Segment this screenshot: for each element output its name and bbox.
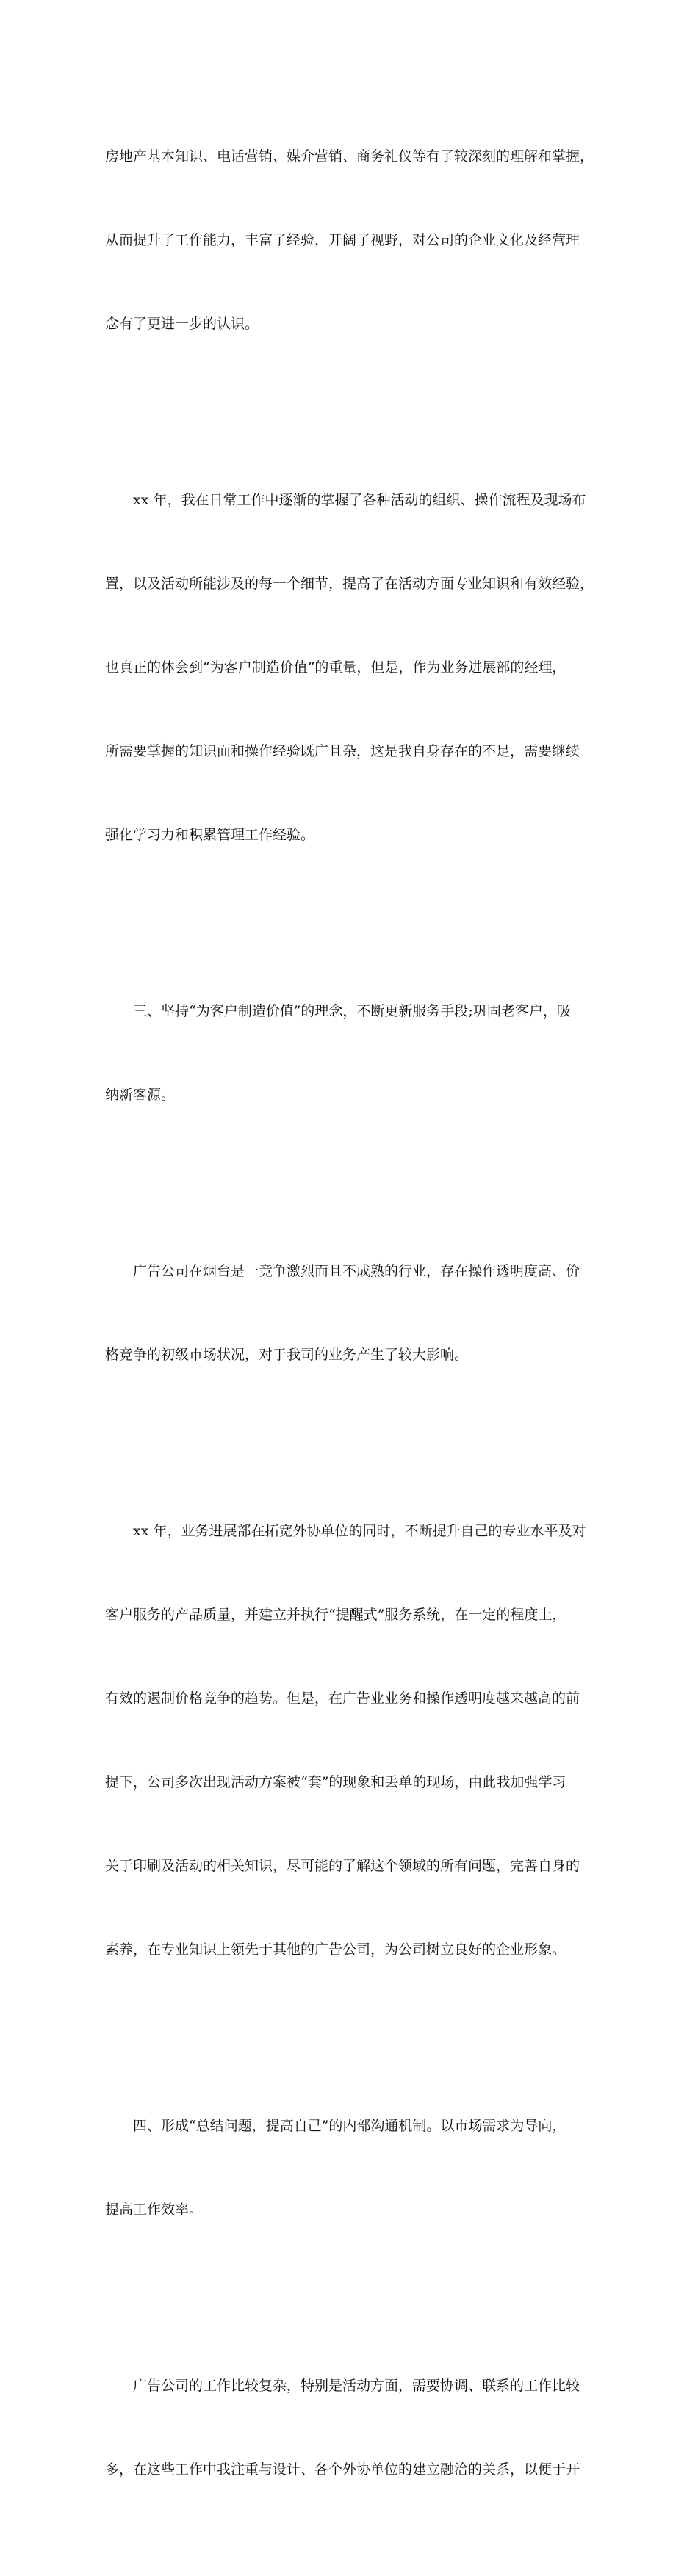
paragraph-4 — [105, 1201, 594, 1425]
paragraph-line: 有效的遏制价格竞争的趋势。但是，在广告业业务和操作透明度越来越高的前 — [105, 1690, 580, 1707]
paragraph-line: 广告公司在烟台是一竞争激烈而且不成熟的行业，存在操作透明度高、价 — [133, 1263, 580, 1279]
paragraph-line: 提高工作效率。 — [105, 2201, 204, 2218]
paragraph-7 — [105, 2316, 594, 2539]
paragraph-line: 所需要掌握的知识面和操作经验既广且杂，这是我自身存在的不足，需要继续 — [105, 743, 580, 759]
paragraph-line: 房地产基本知识、电话营销、媒介营销、商务礼仪等有了较深刻的理解和掌握， — [105, 148, 594, 164]
paragraph-line: 多，在这些工作中我注重与设计、各个外协单位的建立融洽的关系，以便于开 — [105, 2461, 580, 2478]
paragraph-line: 素养，在专业知识上领先于其他的广告公司，为公司树立良好的企业形象。 — [105, 1942, 566, 1958]
section-heading-4 — [105, 2056, 594, 2279]
paragraph-line: 提下，公司多次出现活动方案被“套”的现象和丢单的现场，由此我加强学习 — [105, 1774, 566, 1790]
paragraph-line: 置，以及活动所能涉及的每一个细节，提高了在活动方面专业知识和有效经验， — [105, 576, 594, 592]
paragraph-line: 从而提升了工作能力，丰富了经验，开阔了视野，对公司的企业文化及经营理 — [105, 232, 580, 248]
paragraph-line: 关于印刷及活动的相关知识，尽可能的了解这个领域的所有问题，完善自身的 — [105, 1858, 580, 1874]
paragraph-line: 广告公司的工作比较复杂，特别是活动方面，需要协调、联系的工作比较 — [133, 2378, 580, 2394]
paragraph-line: 纳新客源。 — [105, 1087, 176, 1103]
paragraph-5 — [105, 1461, 594, 2019]
paragraph-line: xx 年，我在日常工作中逐渐的掌握了各种活动的组织、操作流程及现场布 — [133, 492, 586, 508]
paragraph-1 — [105, 87, 594, 394]
paragraph-line: 格竞争的初级市场状况，对于我司的业务产生了较大影响。 — [105, 1347, 469, 1363]
paragraph-line: 三、坚持“为客户制造价值”的理念，不断更新服务手段;巩固老客户，吸 — [133, 1003, 571, 1019]
paragraph-line: 四、形成“总结问题，提高自己”的内部沟通机制。以市场需求为导向， — [133, 2118, 566, 2134]
paragraph-2 — [105, 430, 594, 905]
section-heading-3 — [105, 941, 594, 1165]
paragraph-line: 念有了更进一步的认识。 — [105, 316, 259, 332]
paragraph-line: 也真正的体会到“为客户制造价值”的重量，但是，作为业务进展部的经理， — [105, 659, 566, 676]
document-page — [105, 87, 594, 2576]
paragraph-line: 客户服务的产品质量，并建立并执行“提醒式”服务系统，在一定的程度上， — [105, 1607, 566, 1623]
paragraph-line: 强化学习力和积累管理工作经验。 — [105, 827, 315, 843]
paragraph-line: xx 年，业务进展部在拓宽外协单位的同时，不断提升自己的专业水平及对 — [133, 1523, 586, 1539]
